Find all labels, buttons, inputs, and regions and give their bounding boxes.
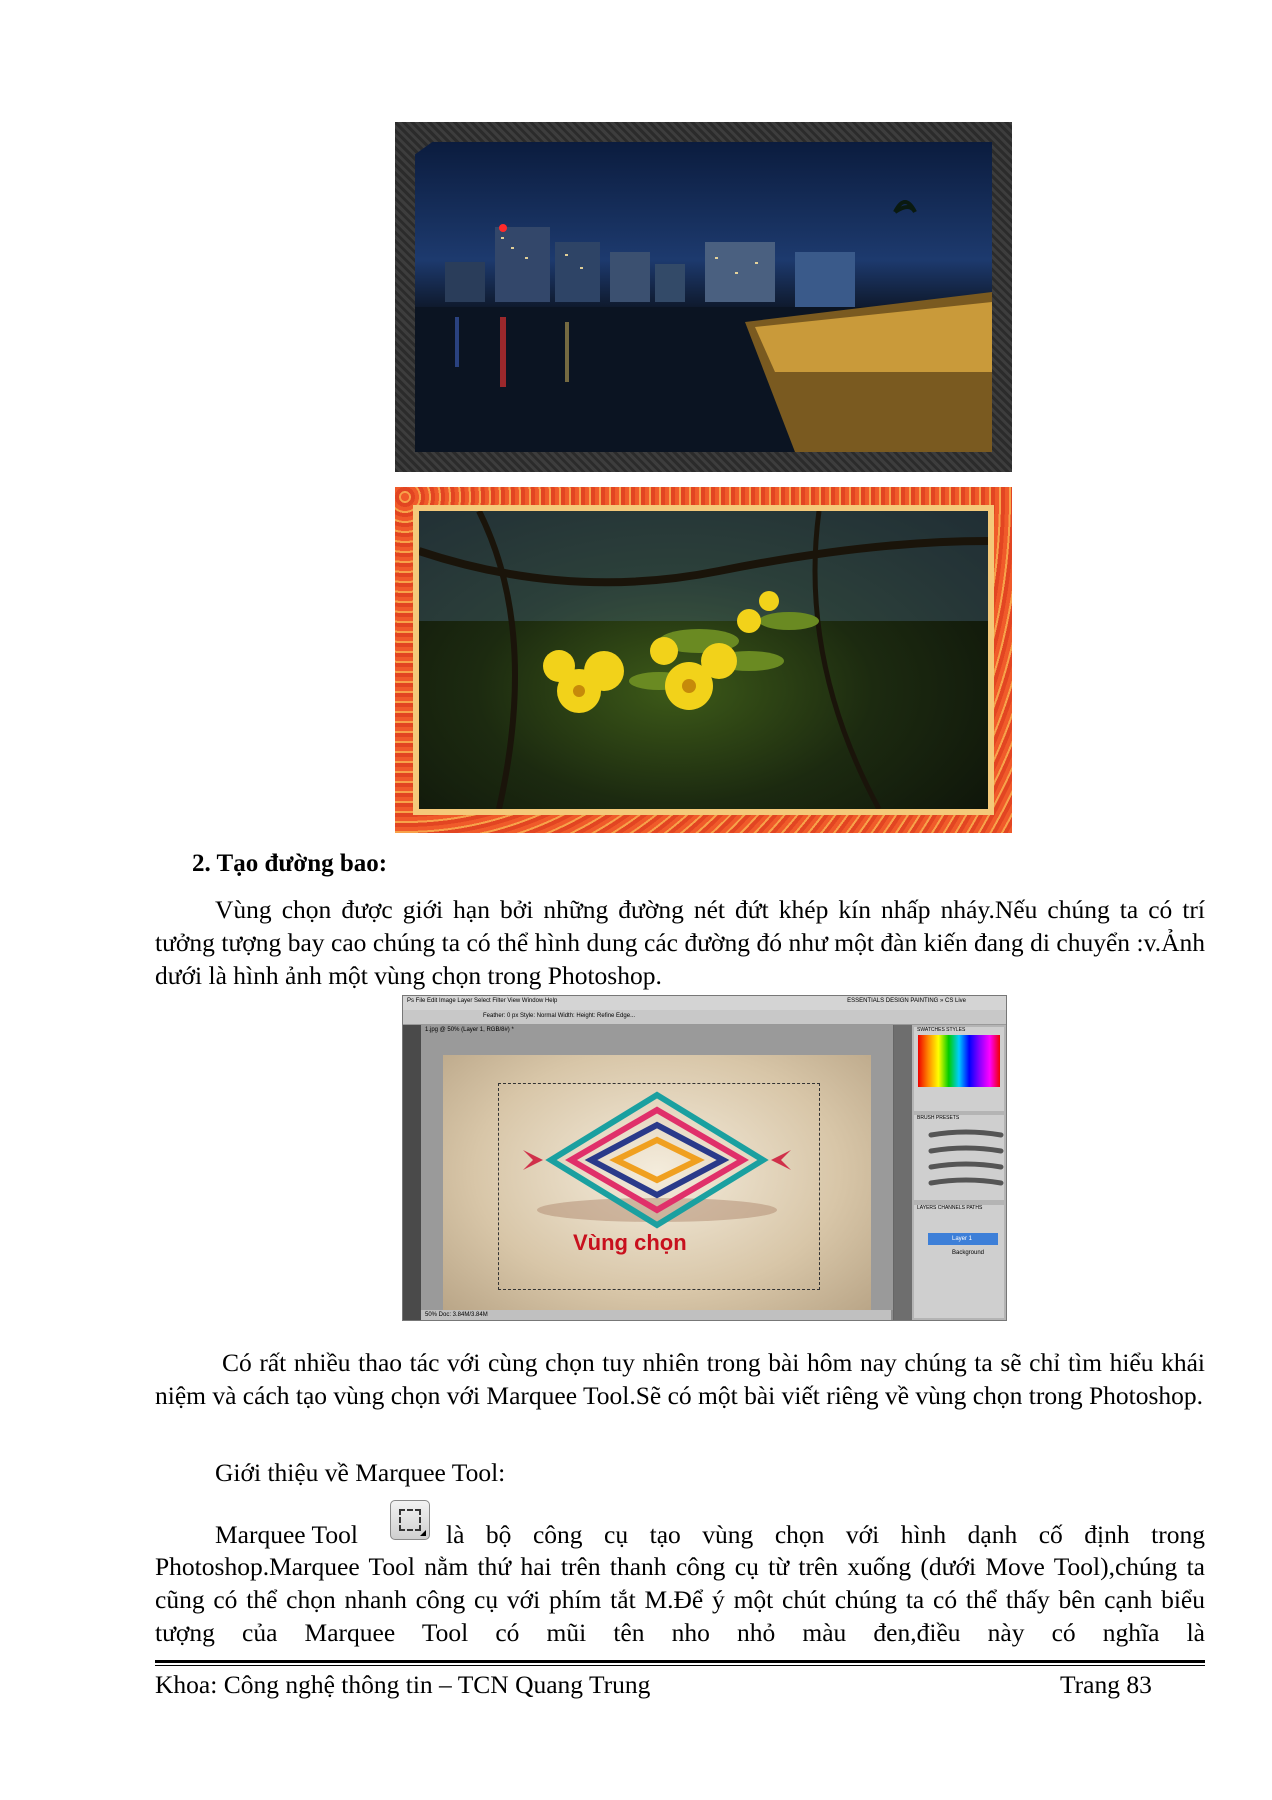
- paragraph-selection-intro: Vùng chọn được giới hạn bởi những đường nét đứt khép kín nhấp nháy.Nếu chúng ta có trí tưởng tượng bay cao chúng ta có thể hình dung các đường đó như một đàn kiến đang di chuyển :v.Ảnh dưới là hình ảnh một vùng chọn trong Photoshop.: [155, 895, 1205, 990]
- footer-rule-thin: [155, 1665, 1205, 1666]
- ps-document-tab: 1.jpg @ 50% (Layer 1, RGB/8#) *: [425, 1027, 514, 1033]
- ps-options-text: Feather: 0 px Style: Normal Width: Height: Refine Edge...: [483, 1013, 636, 1019]
- marquee-tool-icon: [390, 1500, 430, 1540]
- ps-panel-icons: [894, 1025, 912, 1320]
- paragraph-marquee-line1: là bộ công cụ tạo vùng chọn với hình dạnh cố định trong: [446, 1520, 1205, 1549]
- yellow-flower-image: [419, 511, 988, 809]
- paragraph-marquee-overview: Có rất nhiều thao tác với cùng chọn tuy nhiên trong bài hôm nay chúng ta sẽ chỉ tìm hiểu khái niệm và cách tạo vùng chọn với Marquee Tool.Sẽ có một bài viết riêng về vùng chọn trong Photoshop.: [155, 1348, 1205, 1410]
- ps-brush-panel: [914, 1115, 1004, 1200]
- ps-swatches-title: SWATCHES STYLES: [917, 1027, 966, 1033]
- ps-menubar: [403, 996, 1006, 1010]
- ps-workspace-switcher: ESSENTIALS DESIGN PAINTING » CS Live: [847, 998, 966, 1004]
- ps-swatch-grid: [918, 1035, 1000, 1087]
- ps-swatches-panel: [914, 1027, 1004, 1111]
- night-city-photo: [395, 122, 1012, 472]
- paragraph-marquee-details: Photoshop.Marquee Tool nằm thứ hai trên thanh công cụ từ trên xuống (dưới Move Tool),chúng ta cũng có thể chọn nhanh công cụ với phím tắt M.Để ý một chút chúng ta có thể thấy bên cạnh biểu tượng của Marquee Tool có mũi tên nho nhỏ màu đen,điều này có nghĩa là: [155, 1552, 1205, 1647]
- ps-canvas: [443, 1055, 871, 1315]
- ps-layer-1: Layer 1: [928, 1233, 998, 1245]
- ps-options-bar: [403, 1010, 1006, 1025]
- ps-brush-title: BRUSH PRESETS: [917, 1115, 960, 1121]
- ps-canvas-area: [421, 1025, 893, 1310]
- paragraph-marquee-intro: Giới thiệu về Marquee Tool:: [215, 1458, 506, 1487]
- marquee-selection: [498, 1083, 820, 1290]
- ps-layer-background: Background: [952, 1250, 985, 1256]
- ps-layers-title: LAYERS CHANNELS PATHS: [917, 1205, 983, 1211]
- footer-rule: [155, 1660, 1205, 1663]
- ps-panels: [893, 1025, 1006, 1320]
- footer-page-number: Trang 83: [1060, 1670, 1152, 1699]
- photoshop-screenshot: [402, 995, 1007, 1321]
- ps-menu-items: Ps File Edit Image Layer Select Filter View Window Help: [407, 998, 558, 1004]
- section-heading: 2. Tạo đường bao:: [192, 850, 388, 877]
- ps-layers-panel: [914, 1205, 1004, 1318]
- night-city-image: [415, 142, 992, 452]
- marquee-tool-term: Marquee Tool: [215, 1520, 358, 1549]
- ps-toolbar: [403, 1025, 421, 1320]
- yellow-flower-photo: [395, 487, 1012, 833]
- selection-label: Vùng chọn: [573, 1230, 687, 1255]
- footer-department: Khoa: Công nghệ thông tin – TCN Quang Trung: [155, 1670, 651, 1699]
- ps-status-bar: 50% Doc: 3.84M/3.84M: [421, 1310, 891, 1320]
